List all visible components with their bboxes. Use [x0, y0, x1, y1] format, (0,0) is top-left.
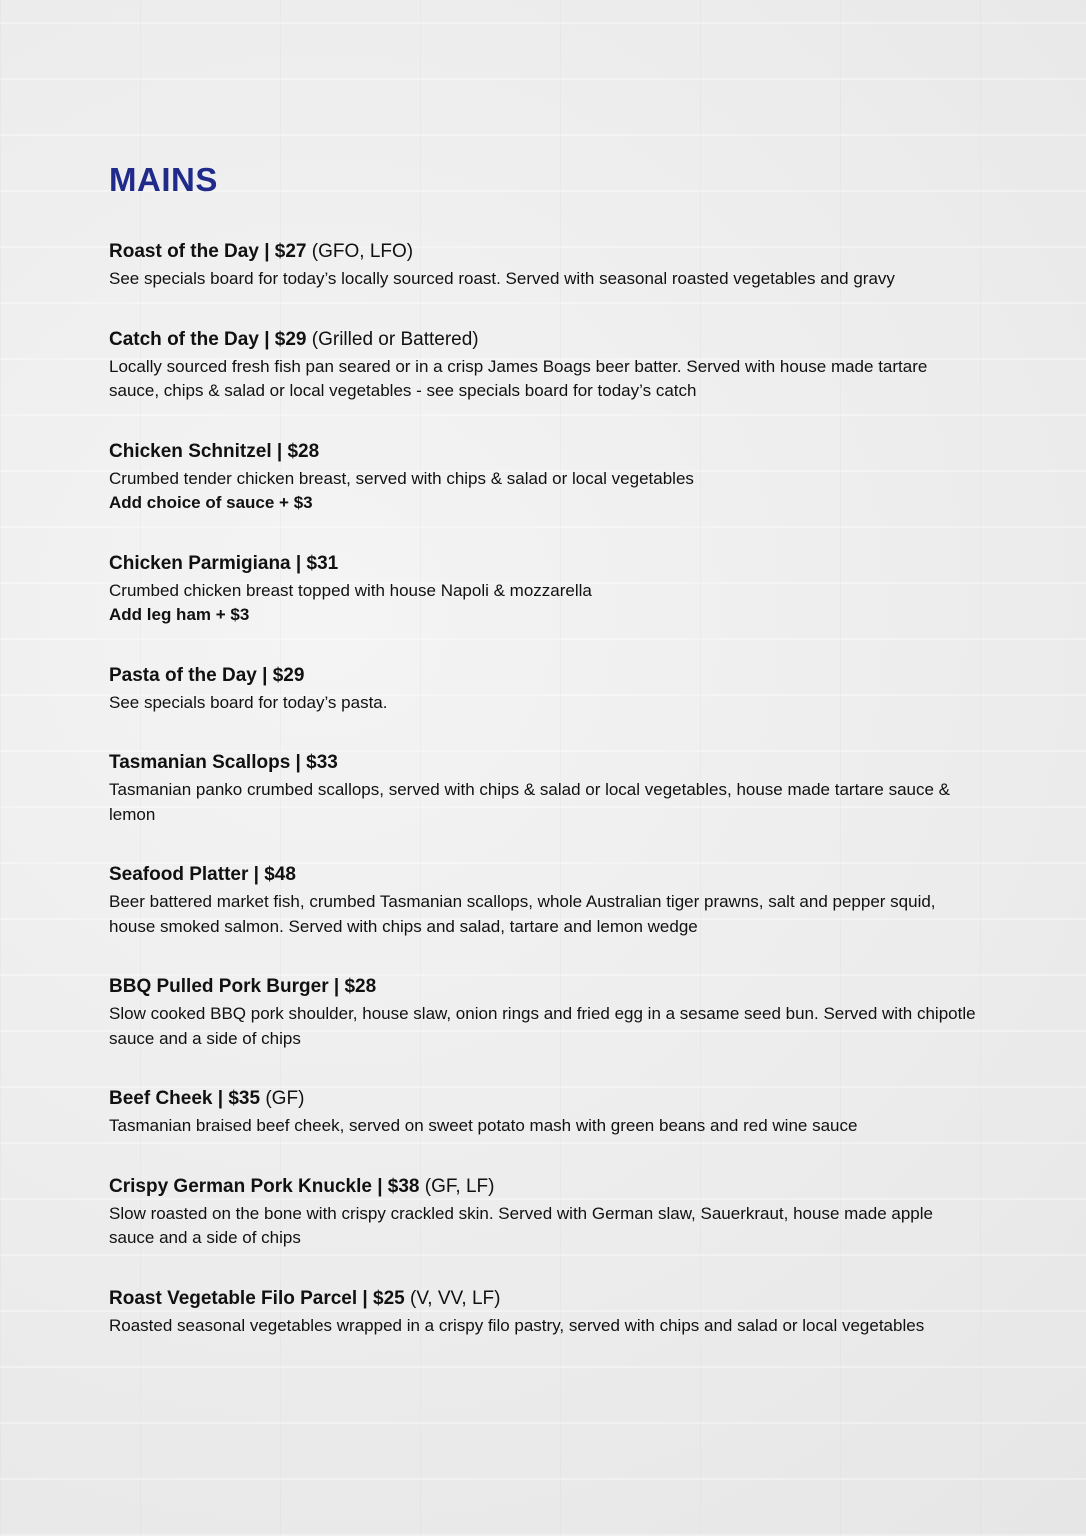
menu-item-dietary-tags: (Grilled or Battered): [311, 328, 479, 350]
menu-item-dietary-tags: (GFO, LFO): [311, 241, 414, 262]
menu-item-list: [109, 239, 979, 1373]
menu-item: [109, 750, 979, 827]
menu-item-name-price: Chicken Schnitzel | $28: [109, 440, 320, 462]
menu-item-name-price: Catch of the Day | $29: [109, 328, 307, 350]
menu-item-title: [109, 327, 979, 353]
menu-item-dietary-tags: (GF, LF): [424, 1175, 495, 1197]
menu-item-description: Slow roasted on the bone with crispy crackled skin. Served with German slaw, Sauerkraut, house made apple sauce and a side of chips: [109, 1203, 933, 1247]
menu-item-name-price: Tasmanian Scallops | $33: [109, 752, 338, 773]
menu-section-heading: MAINS: [109, 161, 218, 198]
menu-item-description: Crumbed tender chicken breast, served with chips & salad or local vegetables: [109, 468, 694, 488]
menu-item-name-price: Beef Cheek | $35: [109, 1088, 261, 1109]
menu-item: [109, 239, 979, 292]
menu-item-dietary-tags: (V, VV, LF): [410, 1287, 501, 1309]
menu-item-name-price: Chicken Parmigiana | $31: [109, 552, 339, 574]
menu-item-title: [109, 1086, 979, 1112]
menu-item-description: Locally sourced fresh fish pan seared or in a crisp James Boags beer batter. Served with house made tartare sauce, chips & salad or local vegetables - see specials board for today’s catch: [109, 356, 928, 400]
menu-item: [109, 1286, 979, 1339]
menu-item-description: See specials board for today’s locally sourced roast. Served with seasonal roasted vegetables and gravy: [109, 269, 895, 288]
menu-item-name-price: Roast Vegetable Filo Parcel | $25: [109, 1287, 405, 1309]
menu-item-description: Tasmanian braised beef cheek, served on sweet potato mash with green beans and red wine sauce: [109, 1116, 858, 1135]
menu-item-title: [109, 862, 979, 888]
menu-item-dietary-tags: (GF): [265, 1088, 305, 1109]
menu-item-name-price: Roast of the Day | $27: [109, 241, 307, 262]
menu-item-addon: Add leg ham + $3: [109, 605, 250, 624]
menu-item-addon: Add choice of sauce + $3: [109, 493, 313, 512]
menu-item-name-price: BBQ Pulled Pork Burger | $28: [109, 976, 377, 997]
menu-item: [109, 327, 979, 404]
menu-item-title: [109, 750, 979, 776]
menu-item-name-price: Pasta of the Day | $29: [109, 664, 305, 686]
menu-item-name-price: Crispy German Pork Knuckle | $38: [109, 1175, 420, 1197]
menu-item-description: See specials board for today’s pasta.: [109, 692, 388, 712]
menu-item: [109, 1086, 979, 1139]
menu-item-title: [109, 239, 979, 265]
menu-item-title: [109, 1286, 979, 1312]
menu-item-title: [109, 439, 979, 465]
menu-item: [109, 862, 979, 939]
menu-item-description: Crumbed chicken breast topped with house Napoli & mozzarella: [109, 580, 592, 600]
menu-item-description: Beer battered market fish, crumbed Tasmanian scallops, whole Australian tiger prawns, salt and pepper squid, house smoked salmon. Served with chips and salad, tartare and lemon wedge: [109, 892, 936, 936]
menu-item: [109, 974, 979, 1051]
menu-item: [109, 439, 979, 516]
menu-item: [109, 551, 979, 628]
menu-item: [109, 663, 979, 716]
menu-item-description: Slow cooked BBQ pork shoulder, house slaw, onion rings and fried egg in a sesame seed bun. Served with chipotle sauce and a side of chips: [109, 1004, 976, 1048]
menu-item-title: [109, 1174, 979, 1200]
menu-item: [109, 1174, 979, 1251]
menu-item-title: [109, 551, 979, 577]
menu-item-description: Roasted seasonal vegetables wrapped in a crispy filo pastry, served with chips and salad or local vegetables: [109, 1315, 925, 1335]
menu-item-description: Tasmanian panko crumbed scallops, served with chips & salad or local vegetables, house made tartare sauce & lemon: [109, 780, 951, 824]
menu-item-name-price: Seafood Platter | $48: [109, 864, 296, 885]
menu-item-title: [109, 974, 979, 1000]
menu-item-title: [109, 663, 979, 689]
